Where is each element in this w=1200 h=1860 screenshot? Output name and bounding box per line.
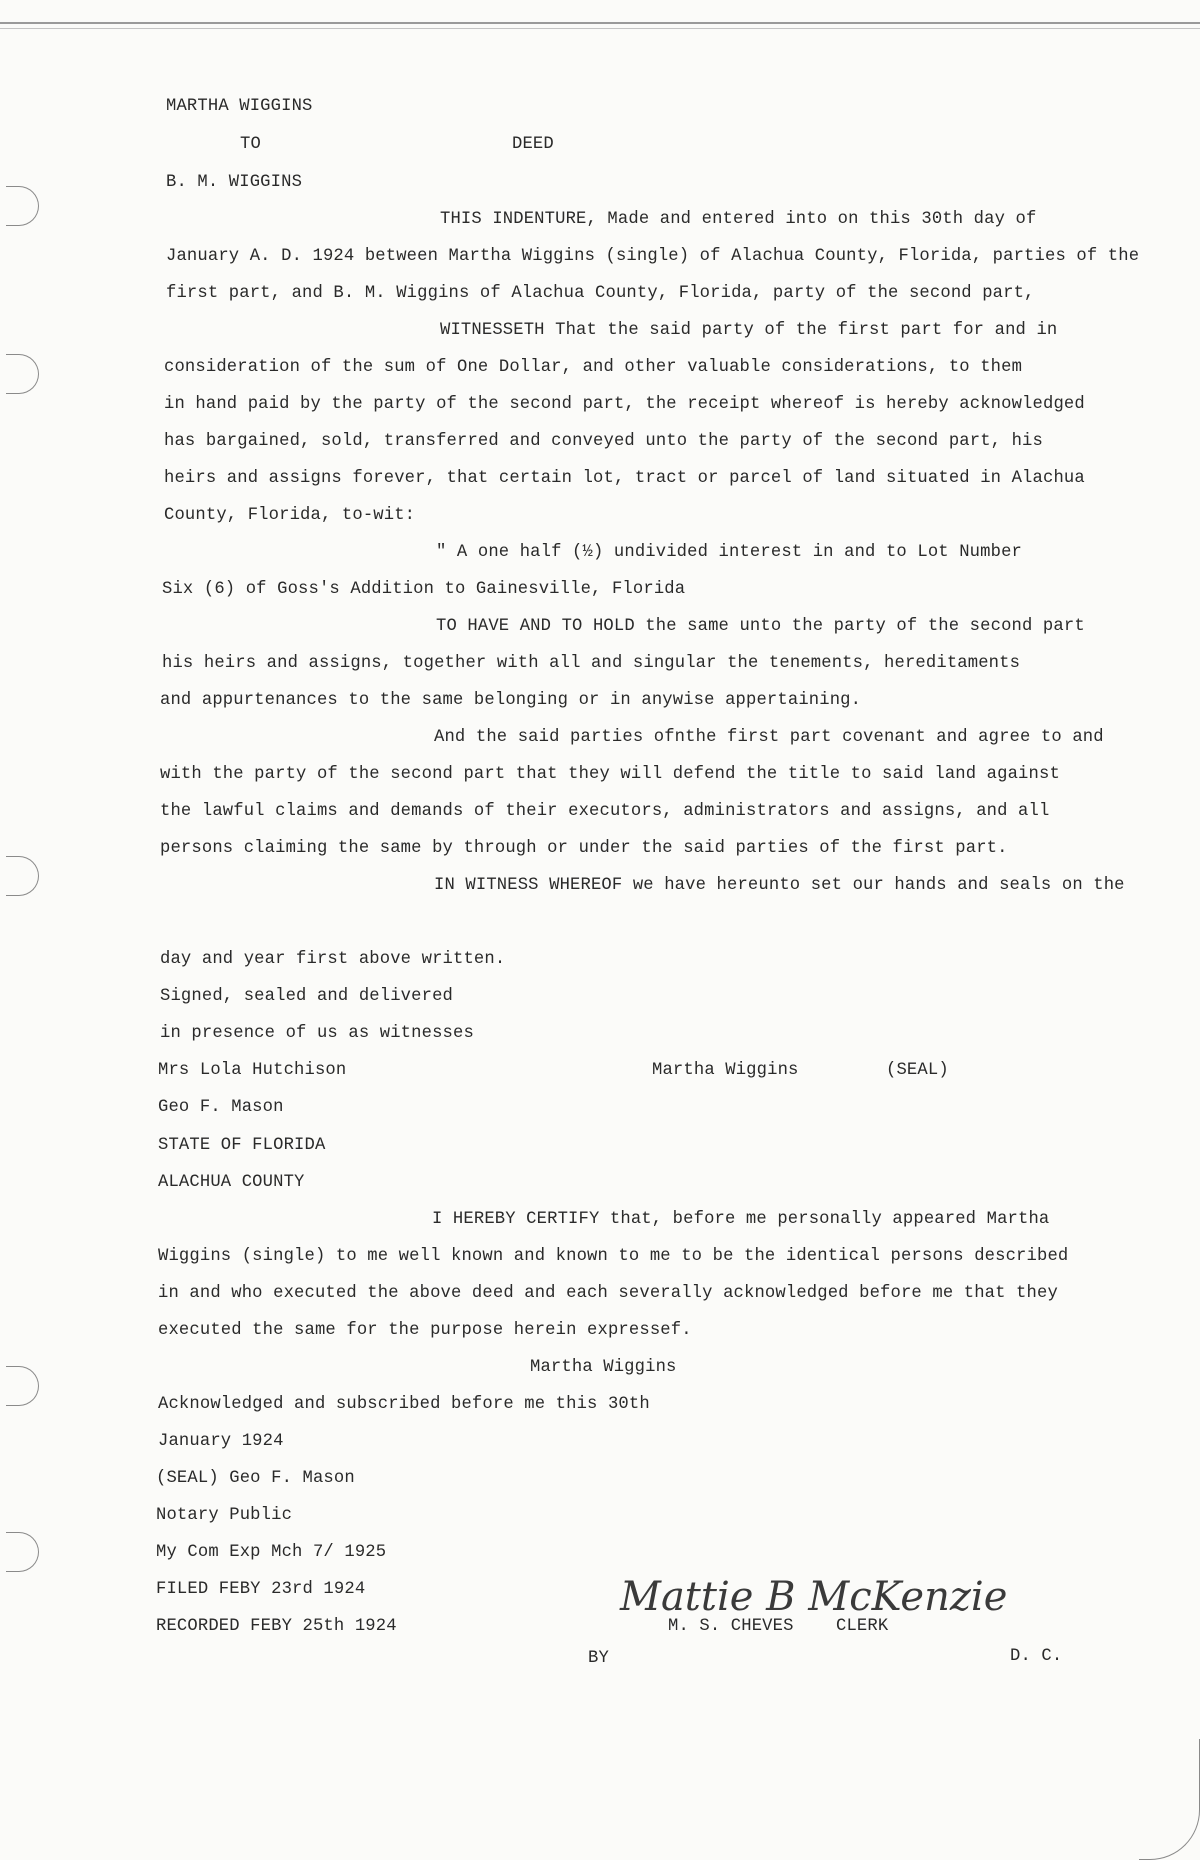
body-line: first part, and B. M. Wiggins of Alachua County, Florida, party of the second part, bbox=[166, 284, 1035, 303]
handwritten-signature: Mattie B McKenzie bbox=[620, 1574, 1008, 1620]
body-line: IN WITNESS WHEREOF we have hereunto set our hands and seals on the bbox=[434, 876, 1125, 895]
body-line: in hand paid by the party of the second part, the receipt whereof is hereby acknowledged bbox=[164, 395, 1085, 414]
notary-line: January 1924 bbox=[158, 1432, 284, 1451]
body-line: County, Florida, to-wit: bbox=[164, 506, 416, 525]
body-line: in presence of us as witnesses bbox=[160, 1024, 474, 1043]
punch-hole bbox=[6, 354, 39, 394]
punch-hole bbox=[6, 1366, 39, 1406]
clerk-title: CLERK bbox=[836, 1617, 889, 1636]
body-line: day and year first above written. bbox=[160, 950, 506, 969]
body-line: consideration of the sum of One Dollar, and other valuable considerations, to them bbox=[164, 358, 1023, 377]
certificate-line: in and who executed the above deed and each severally acknowledged before me that they bbox=[158, 1284, 1058, 1303]
witness-name: Geo F. Mason bbox=[158, 1098, 284, 1117]
body-line: persons claiming the same by through or under the said parties of the first part. bbox=[160, 839, 1008, 858]
recorded-date: RECORDED FEBY 25th 1924 bbox=[156, 1617, 397, 1636]
body-line: " A one half (½) undivided interest in and to Lot Number bbox=[436, 543, 1022, 562]
body-line: and appurtenances to the same belonging or in anywise appertaining. bbox=[160, 691, 862, 710]
body-line: has bargained, sold, transferred and conveyed unto the party of the second part, his bbox=[164, 432, 1043, 451]
clerk-name: M. S. CHEVES bbox=[668, 1617, 794, 1636]
certificate-line: executed the same for the purpose herein expressef. bbox=[158, 1321, 692, 1340]
punch-hole bbox=[6, 186, 39, 226]
notary-line: Acknowledged and subscribed before me this 30th bbox=[158, 1395, 650, 1414]
body-line: January A. D. 1924 between Martha Wiggins (single) of Alachua County, Florida, parties of the bbox=[166, 247, 1140, 266]
notary-line: Notary Public bbox=[156, 1506, 293, 1525]
grantor-signature-name: Martha Wiggins bbox=[652, 1061, 799, 1080]
deputy-clerk-label: D. C. bbox=[1010, 1647, 1063, 1666]
by-label: BY bbox=[588, 1649, 609, 1668]
body-line: TO HAVE AND TO HOLD the same unto the party of the second part bbox=[436, 617, 1085, 636]
grantee-name: B. M. WIGGINS bbox=[166, 173, 303, 192]
top-rule-thin bbox=[0, 28, 1200, 29]
body-line: And the said parties ofnthe first part covenant and agree to and bbox=[434, 728, 1104, 747]
body-line: Signed, sealed and delivered bbox=[160, 987, 453, 1006]
grantor-name: MARTHA WIGGINS bbox=[166, 97, 313, 116]
filed-date: FILED FEBY 23rd 1924 bbox=[156, 1580, 366, 1599]
notary-line: (SEAL) Geo F. Mason bbox=[156, 1469, 355, 1488]
body-line: THIS INDENTURE, Made and entered into on this 30th day of bbox=[440, 210, 1037, 229]
body-line: WITNESSETH That the said party of the first part for and in bbox=[440, 321, 1058, 340]
body-line: the lawful claims and demands of their executors, administrators and assigns, and all bbox=[160, 802, 1050, 821]
document-type: DEED bbox=[512, 135, 554, 154]
body-line: Six (6) of Goss's Addition to Gainesville, Florida bbox=[162, 580, 686, 599]
page-corner bbox=[1139, 1739, 1200, 1860]
county-label: ALACHUA COUNTY bbox=[158, 1173, 305, 1192]
certificate-line: I HEREBY CERTIFY that, before me personally appeared Martha bbox=[432, 1210, 1050, 1229]
punch-hole bbox=[6, 1532, 39, 1572]
witness-name: Mrs Lola Hutchison bbox=[158, 1061, 347, 1080]
to-label: TO bbox=[240, 135, 261, 154]
acknowledger-name: Martha Wiggins bbox=[530, 1358, 677, 1377]
body-line: his heirs and assigns, together with all and singular the tenements, hereditaments bbox=[162, 654, 1021, 673]
notary-line: My Com Exp Mch 7/ 1925 bbox=[156, 1543, 387, 1562]
punch-hole bbox=[6, 856, 39, 896]
seal-label: (SEAL) bbox=[886, 1061, 949, 1080]
certificate-line: Wiggins (single) to me well known and known to me to be the identical persons described bbox=[158, 1247, 1069, 1266]
body-line: with the party of the second part that they will defend the title to said land against bbox=[160, 765, 1060, 784]
top-rule bbox=[0, 22, 1200, 24]
state-label: STATE OF FLORIDA bbox=[158, 1136, 326, 1155]
body-line: heirs and assigns forever, that certain lot, tract or parcel of land situated in Alachua bbox=[164, 469, 1085, 488]
